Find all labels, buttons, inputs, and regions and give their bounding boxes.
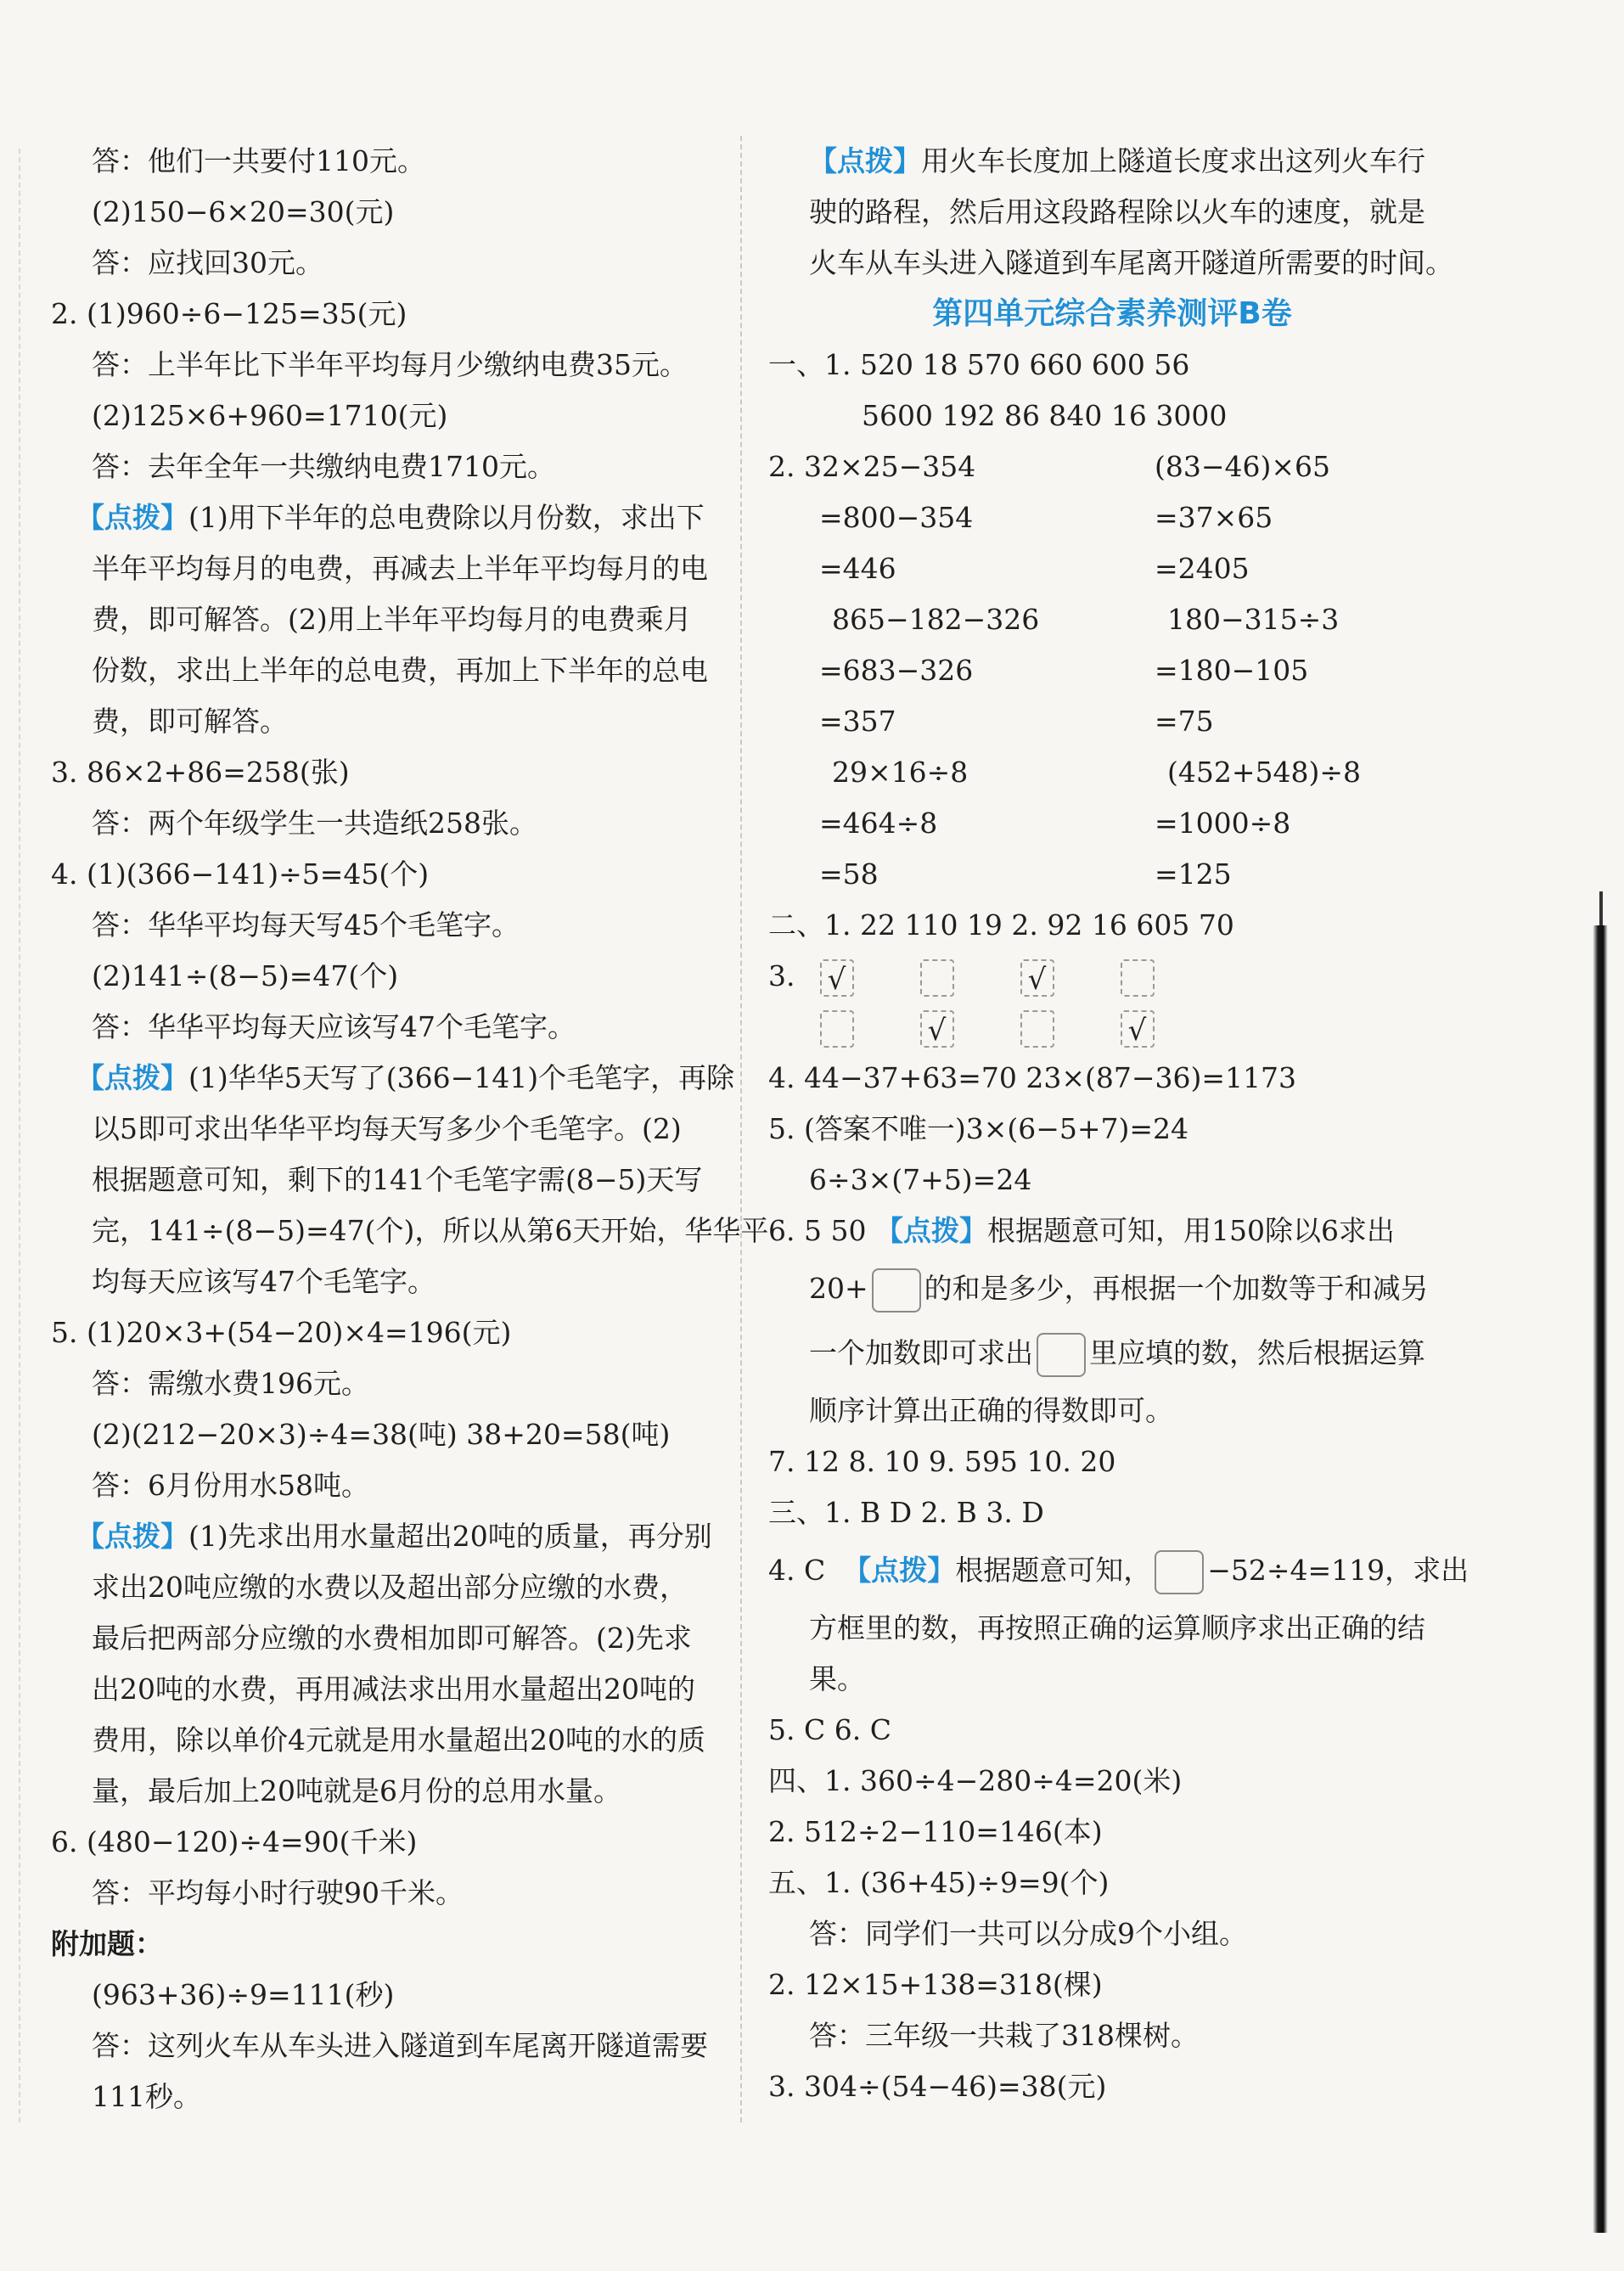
hint-tag: 【点拨】 bbox=[874, 1214, 987, 1247]
section-2-q1: 二、1. 22 110 19 2. 92 16 605 70 bbox=[768, 908, 1234, 942]
right-column bbox=[768, 136, 1469, 2112]
blank-box bbox=[1155, 1550, 1204, 1594]
hint-line: 以5即可求出华华平均每天写多少个毛笔字。(2) bbox=[92, 1112, 682, 1145]
calc-row bbox=[768, 696, 1456, 747]
section-2-q3-row2 bbox=[768, 1002, 1456, 1053]
calc-right: (452+548)÷8 bbox=[1167, 756, 1362, 789]
answer-line: (2)141÷(8−5)=47(个) bbox=[92, 959, 399, 992]
hint-line: 份数，求出上半年的总电费，再加上下半年的总电 bbox=[92, 654, 708, 687]
section-5-q1: 五、1. (36+45)÷9=9(个) bbox=[768, 1866, 1110, 1899]
section-2-q6-row4: 顺序计算出正确的得数即可。 bbox=[809, 1394, 1173, 1427]
calc-row bbox=[768, 492, 1456, 543]
question-5: 5. (1)20×3+(54−20)×4=196(元) bbox=[51, 1316, 512, 1349]
section-1-q1-row2: 5600 192 86 840 16 3000 bbox=[862, 399, 1228, 432]
bonus-heading: 附加题： bbox=[51, 1927, 163, 1960]
section-3-q5: 5. C 6. C bbox=[768, 1713, 891, 1746]
hint-tag: 【点拨】 bbox=[809, 144, 921, 177]
blank-box bbox=[1037, 1333, 1086, 1377]
calc-row bbox=[768, 798, 1456, 849]
section-2-q6-row2: 20+ 的和是多少，再根据一个加数等于和减另 bbox=[768, 1256, 1456, 1321]
calc-row bbox=[768, 645, 1456, 696]
answer-line: (963+36)÷9=111(秒) bbox=[92, 1978, 395, 2011]
hint-line: 【点拨】(1)用下半年的总电费除以月份数，求出下 bbox=[76, 501, 705, 534]
answer-line: 111秒。 bbox=[92, 2080, 201, 2113]
check-box bbox=[1020, 1010, 1054, 1048]
section-4-q1: 四、1. 360÷4−280÷4=20(米) bbox=[768, 1764, 1183, 1797]
calc-right: =2405 bbox=[1155, 552, 1250, 585]
calc-right: =75 bbox=[1155, 705, 1214, 738]
column-divider bbox=[740, 136, 742, 2122]
answer-line: 答：需缴水费196元。 bbox=[92, 1367, 369, 1400]
hint-line: 半年平均每月的电费，再减去上半年平均每月的电 bbox=[92, 552, 708, 585]
hint-line: 费，即可解答。(2)用上半年平均每月的电费乘月 bbox=[92, 603, 692, 636]
section-heading: 第四单元综合素养测评B卷 bbox=[932, 296, 1292, 331]
answer-line: 答：同学们一共可以分成9个小组。 bbox=[809, 1917, 1247, 1950]
section-2-q5: 5. (答案不唯一)3×(6−5+7)=24 bbox=[768, 1112, 1189, 1145]
calc-right: 180−315÷3 bbox=[1167, 603, 1340, 636]
section-4-q2: 2. 512÷2−110=146(本) bbox=[768, 1815, 1103, 1848]
blank-box bbox=[872, 1268, 921, 1313]
hint-line: 量，最后加上20吨就是6月份的总用水量。 bbox=[92, 1774, 621, 1807]
hint-line: 根据题意可知，剩下的141个毛笔字需(8−5)天写 bbox=[92, 1163, 703, 1196]
hint-tag: 【点拨】 bbox=[76, 1061, 188, 1094]
calc-left: =446 bbox=[819, 552, 896, 585]
hint-line: 最后把两部分应缴的水费相加即可解答。(2)先求 bbox=[92, 1622, 692, 1655]
hint-tag: 【点拨】 bbox=[843, 1554, 956, 1587]
section-2-q5-row2: 6÷3×(7+5)=24 bbox=[809, 1163, 1032, 1196]
hint-line: 驶的路程，然后用这段路程除以火车的速度，就是 bbox=[809, 195, 1425, 228]
section-2-q4: 4. 44−37+63=70 23×(87−36)=1173 bbox=[768, 1061, 1297, 1094]
calc-row bbox=[768, 543, 1456, 594]
check-box: √ bbox=[920, 1010, 954, 1048]
calc-left: =683−326 bbox=[819, 654, 974, 687]
calc-row bbox=[768, 441, 1456, 492]
hint-line: 【点拨】用火车长度加上隧道长度求出这列火车行 bbox=[809, 144, 1425, 177]
check-box: √ bbox=[1121, 1010, 1155, 1048]
section-2-q7: 7. 12 8. 10 9. 595 10. 20 bbox=[768, 1445, 1116, 1478]
answer-line: 答：华华平均每天写45个毛笔字。 bbox=[92, 908, 520, 942]
calc-left: =464÷8 bbox=[819, 807, 938, 840]
section-3-q4-row3: 果。 bbox=[809, 1662, 865, 1695]
answer-line: (2)125×6+960=1710(元) bbox=[92, 399, 448, 432]
question-6: 6. (480−120)÷4=90(千米) bbox=[51, 1825, 418, 1858]
hint-line: 费，即可解答。 bbox=[92, 705, 288, 738]
check-box: √ bbox=[820, 959, 854, 997]
section-3-q4-row2: 方框里的数，再按照正确的运算顺序求出正确的结 bbox=[809, 1611, 1425, 1644]
hint-line: 【点拨】(1)先求出用水量超出20吨的质量，再分别 bbox=[76, 1520, 712, 1553]
check-box bbox=[920, 959, 954, 997]
answer-line: 答：华华平均每天应该写47个毛笔字。 bbox=[92, 1010, 576, 1043]
hint-line: 【点拨】(1)华华5天写了(366−141)个毛笔字，再除 bbox=[76, 1061, 735, 1094]
calc-right: =1000÷8 bbox=[1155, 807, 1291, 840]
check-box bbox=[820, 1010, 854, 1048]
answer-line: (2)150−6×20=30(元) bbox=[92, 195, 395, 228]
answer-line: 答：两个年级学生一共造纸258张。 bbox=[92, 807, 537, 840]
answer-line: 答：6月份用水58吨。 bbox=[92, 1469, 369, 1502]
calc-right: (83−46)×65 bbox=[1155, 450, 1331, 483]
calc-left: =357 bbox=[819, 705, 896, 738]
calc-right: =37×65 bbox=[1155, 501, 1273, 534]
question-3: 3. 86×2+86=258(张) bbox=[51, 756, 350, 789]
hint-line: 均每天应该写47个毛笔字。 bbox=[92, 1265, 436, 1298]
left-column bbox=[51, 136, 769, 2122]
answer-line: 答：他们一共要付110元。 bbox=[92, 144, 425, 177]
hint-line: 火车从车头进入隧道到车尾离开隧道所需要的时间。 bbox=[809, 246, 1453, 279]
hint-line: 求出20吨应缴的水费以及超出部分应缴的水费， bbox=[92, 1571, 688, 1604]
scan-edge-mark bbox=[1599, 891, 1603, 925]
section-3-q1: 三、1. B D 2. B 3. D bbox=[768, 1496, 1044, 1529]
hint-line: 费用，除以单价4元就是用水量超出20吨的水的质 bbox=[92, 1723, 705, 1757]
scan-edge-shadow bbox=[1593, 925, 1608, 2233]
section-2-q6-row3: 一个加数即可求出 里应填的数，然后根据运算 bbox=[768, 1321, 1456, 1386]
calc-left: 29×16÷8 bbox=[832, 756, 969, 789]
calc-row bbox=[768, 849, 1456, 900]
section-5-q2: 2. 12×15+138=318(棵) bbox=[768, 1968, 1103, 2001]
calc-row bbox=[768, 594, 1456, 645]
answer-line: 答：去年全年一共缴纳电费1710元。 bbox=[92, 450, 555, 483]
section-1-q1: 一、1. 520 18 570 660 600 56 bbox=[768, 348, 1190, 381]
calc-left: =800−354 bbox=[819, 501, 974, 534]
hint-tag: 【点拨】 bbox=[76, 501, 188, 534]
hint-line: 完，141÷(8−5)=47(个)，所以从第6天开始，华华平 bbox=[92, 1214, 769, 1247]
answer-line: 答：应找回30元。 bbox=[92, 246, 323, 279]
calc-left: 865−182−326 bbox=[832, 603, 1040, 636]
q3-label: 3. bbox=[768, 959, 795, 992]
calc-row bbox=[768, 747, 1456, 798]
calc-left: 2. 32×25−354 bbox=[768, 450, 976, 483]
calc-right: =180−105 bbox=[1155, 654, 1309, 687]
answer-line: (2)(212−20×3)÷4=38(吨) 38+20=58(吨) bbox=[92, 1418, 671, 1451]
section-5-q3: 3. 304÷(54−46)=38(元) bbox=[768, 2070, 1107, 2103]
section-3-q4: 4. C 【点拨】根据题意可知， −52÷4=119，求出 bbox=[768, 1538, 1456, 1603]
calc-left: =58 bbox=[819, 857, 879, 891]
check-box bbox=[1121, 959, 1155, 997]
section-2-q6: 6. 5 50 【点拨】根据题意可知，用150除以6求出 bbox=[768, 1214, 1395, 1247]
answer-line: 答：上半年比下半年平均每月少缴纳电费35元。 bbox=[92, 348, 688, 381]
question-4: 4. (1)(366−141)÷5=45(个) bbox=[51, 857, 430, 891]
answer-line: 答：这列火车从车头进入隧道到车尾离开隧道需要 bbox=[92, 2029, 708, 2062]
section-2-q3-row1 bbox=[768, 951, 1456, 1002]
hint-tag: 【点拨】 bbox=[76, 1520, 188, 1553]
answer-line: 答：平均每小时行驶90千米。 bbox=[92, 1876, 464, 1909]
binding-dashed-line bbox=[19, 149, 20, 2122]
answer-line: 答：三年级一共栽了318棵树。 bbox=[809, 2019, 1199, 2052]
calc-right: =125 bbox=[1155, 857, 1232, 891]
hint-line: 出20吨的水费，再用减法求出用水量超出20吨的 bbox=[92, 1672, 695, 1706]
check-box: √ bbox=[1020, 959, 1054, 997]
question-2: 2. (1)960÷6−125=35(元) bbox=[51, 297, 407, 330]
